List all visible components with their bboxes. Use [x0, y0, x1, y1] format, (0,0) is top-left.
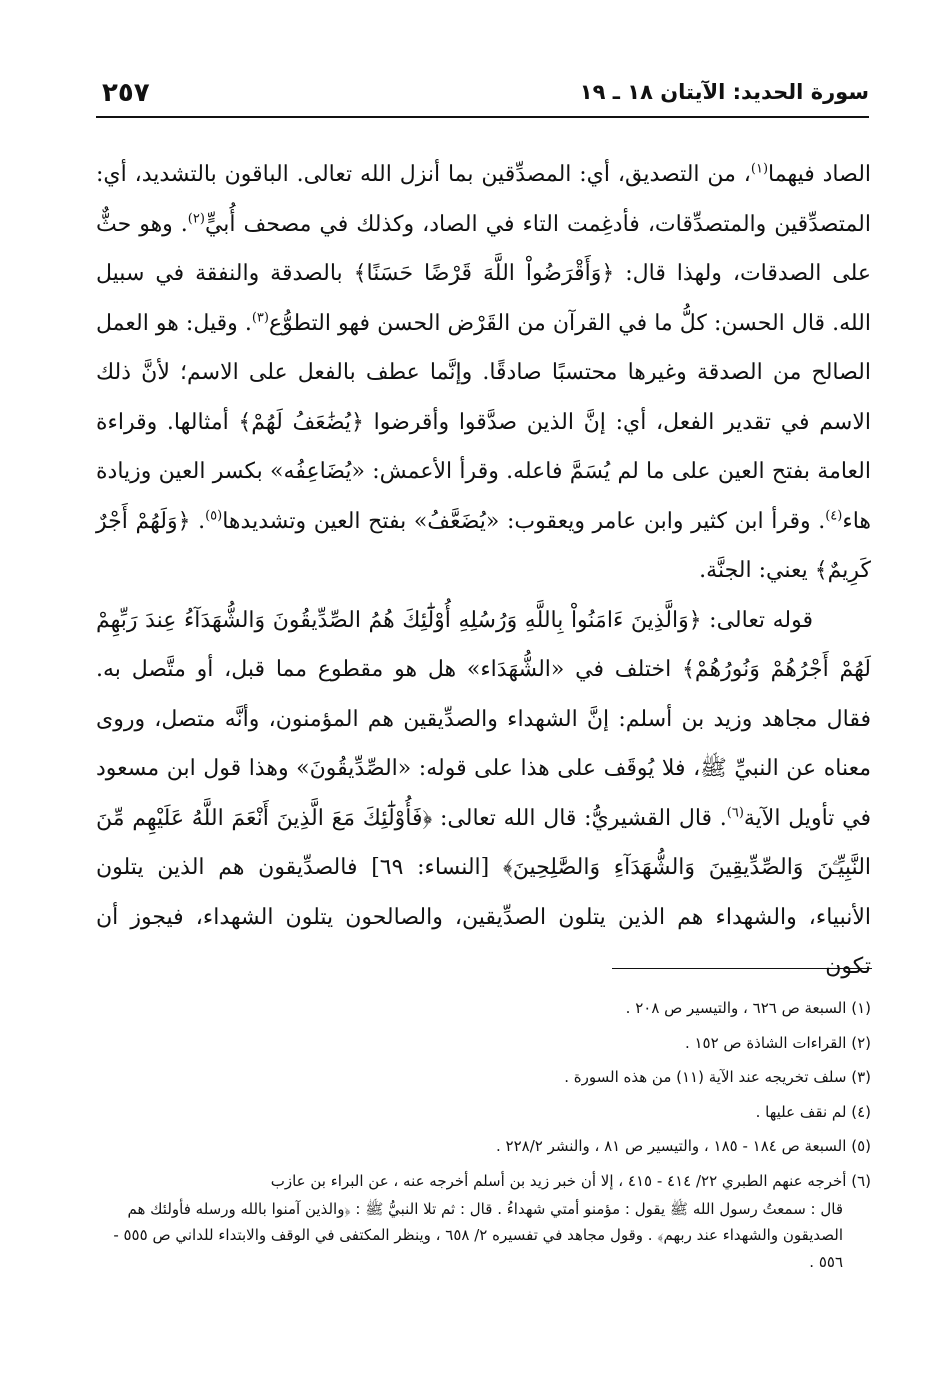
text-run: . — [190, 508, 206, 534]
footnotes — [96, 993, 871, 1280]
paragraph-1 — [96, 150, 871, 596]
text-run: . وقيل: هو العمل الصالح من الصدقة وغيرها محتسبًا صادقًا. وإنَّما عطف بالفعل على الاسم؛ لأنَّ ذلك الاسم في تقدير الفعل، أي: إنَّ الذين صدَّقوا وأقرضوا — [96, 310, 871, 435]
footnote-ref: (١) — [750, 161, 769, 177]
footnote — [96, 1062, 871, 1092]
paragraph-2 — [96, 596, 871, 992]
footnote-continuation: قال : سمعتُ رسول الله ﷺ يقول : مؤمنو أمتي شهداءُ . قال : ثم تلا النبيُّ ﷺ : ﴿والذين آمنوا بالله ورسله فأولئك هم الصديقون والشهداء عند ربهم﴾ . وقول مجاهد في تفسيره ٢/ ٦٥٨ ، وينظر المكتفى في الوقف والابتداء للداني ص ٥٥٥ - ٥٥٦ . — [113, 1199, 843, 1271]
text-run: . قال القشيريُّ: قال الله تعالى: — [432, 805, 727, 831]
footnote-number: (٣) — [851, 1068, 871, 1086]
footnote-ref: (٢) — [187, 211, 205, 227]
text-run: [النساء: ٦٩] فالصدِّيقون هم الذين يتلون الأنبياء، والشهداء هم الذين يتلون الصدِّيقين، والصالحون يتلون الشهداء، فيجوز أن تكون — [96, 855, 871, 979]
footnote-text: السبعة ص ٦٢٦ ، والتيسير ص ٢٠٨ . — [625, 999, 847, 1017]
footnote — [96, 1166, 871, 1276]
text-run: بالصدقة والنفقة في سبيل الله. قال الحسن: كلُّ ما في القرآن من القَرْض الحسن فهو التطوُّع — [96, 261, 871, 336]
footnote-number: (١) — [851, 999, 871, 1017]
footnote-ref: (٦) — [726, 805, 744, 821]
footnote-ref: (٥) — [205, 508, 223, 524]
quran-quote: ﴿وَالَّذِينَ ءَامَنُواْ بِاللَّهِ وَرُسُلِهِ أُوْلَٰٓئِكَ هُمُ الصِّدِّيقُونَ وَالشُّهَدَآءُ عِندَ رَبِّهِمْ لَهُمْ أَجْرُهُمْ وَنُورُهُمْ﴾ — [96, 607, 871, 682]
text-run: اختلف في «الشُّهَدَاء» هل هو مقطوع مما قبل، أو متَّصل به. فقال مجاهد وزيد بن أسلم: إنَّ الشهداء والصدِّيقين هم المؤمنون، وأنَّه متصل، وروى معناه عن النبيِّ ﷺ، فلا يُوقَف على هذا على قوله: «الصِّدِّيقُونَ» وهذا قول ابن مسعود في تأويل الآية — [96, 657, 871, 831]
text-run: أمثالها. وقراءة العامة بفتح العين على ما لم يُسَمَّ فاعله. وقرأ الأعمش: «يُضَاعِفُه» بكسر العين وزيادة هاء — [96, 409, 871, 534]
footnote-ref: (٤) — [825, 508, 843, 524]
footnote-text: أخرجه عنهم الطبري ٢٢/ ٤١٤ - ٤١٥ ، إلا أن خبر زيد بن أسلم أخرجه عنه ، عن البراء بن عازب — [270, 1171, 847, 1190]
quran-quote: ﴿وَأَقْرَضُواْ اللَّهَ قَرْضًا حَسَنًا﴾ — [353, 261, 615, 286]
footnote — [96, 1097, 871, 1127]
footnote-text: لم نقف عليها . — [755, 1102, 847, 1121]
page-number: ٢٥٧ — [102, 78, 150, 108]
footnote-text: القراءات الشاذة ص ١٥٢ . — [684, 1033, 847, 1052]
footnote-number: (٦) — [851, 1171, 871, 1190]
footnote — [96, 993, 871, 1023]
running-title: سورة الحديد: الآيتان ١٨ ـ ١٩ — [579, 80, 869, 104]
footnote-text: سلف تخريجه عند الآية (١١) من هذه السورة . — [564, 1068, 847, 1086]
text-run: قوله تعالى: — [701, 607, 813, 633]
footnote — [96, 1028, 871, 1058]
text-run: ، من التصديق، أي: المصدِّقين بما أنزل الله تعالى. الباقون بالتشديد، أي: المتصدِّقين والمتصدِّقات، فأدغِمت التاء في الصاد، وكذلك في مصحف أُبيٍّ — [96, 162, 871, 237]
footnote-ref: (٣) — [251, 310, 269, 326]
text-run: يعني: الجنَّة. — [699, 558, 815, 583]
footnote-number: (٤) — [851, 1102, 871, 1121]
quran-quote: ﴿وَلَهُمْ أَجْرٌ كَرِيمٌ﴾ — [96, 508, 871, 583]
footnote-number: (٥) — [851, 1137, 871, 1155]
text-run: . وقرأ ابن كثير وابن عامر ويعقوب: «يُضَعَّفُ» بفتح العين وتشديدها — [222, 508, 826, 534]
footnote — [96, 1131, 871, 1161]
quran-quote: ﴿فَأُوْلَٰٓئِكَ مَعَ الَّذِينَ أَنْعَمَ اللَّهُ عَلَيْهِم مِّنَ النَّبِيِّـۧنَ وَالصِّدِّيقِينَ وَالشُّهَدَآءِ وَالصَّٰلِحِينَ﴾ — [96, 805, 872, 880]
quran-quote: ﴿يُضَٰعَفُ لَهُمْ﴾ — [238, 409, 364, 435]
footnote-separator — [612, 968, 872, 969]
footnote-text: السبعة ص ١٨٤ - ١٨٥ ، والتيسير ص ٨١ ، والنشر ٢٢٨/٢ . — [495, 1137, 847, 1155]
text-run: . وهو حثٌّ على الصدقات، ولهذا قال: — [96, 211, 872, 286]
text-run: الصاد فيهما — [768, 162, 872, 187]
footnote-number: (٢) — [851, 1033, 871, 1052]
main-text — [96, 150, 871, 992]
page-header — [96, 76, 869, 118]
